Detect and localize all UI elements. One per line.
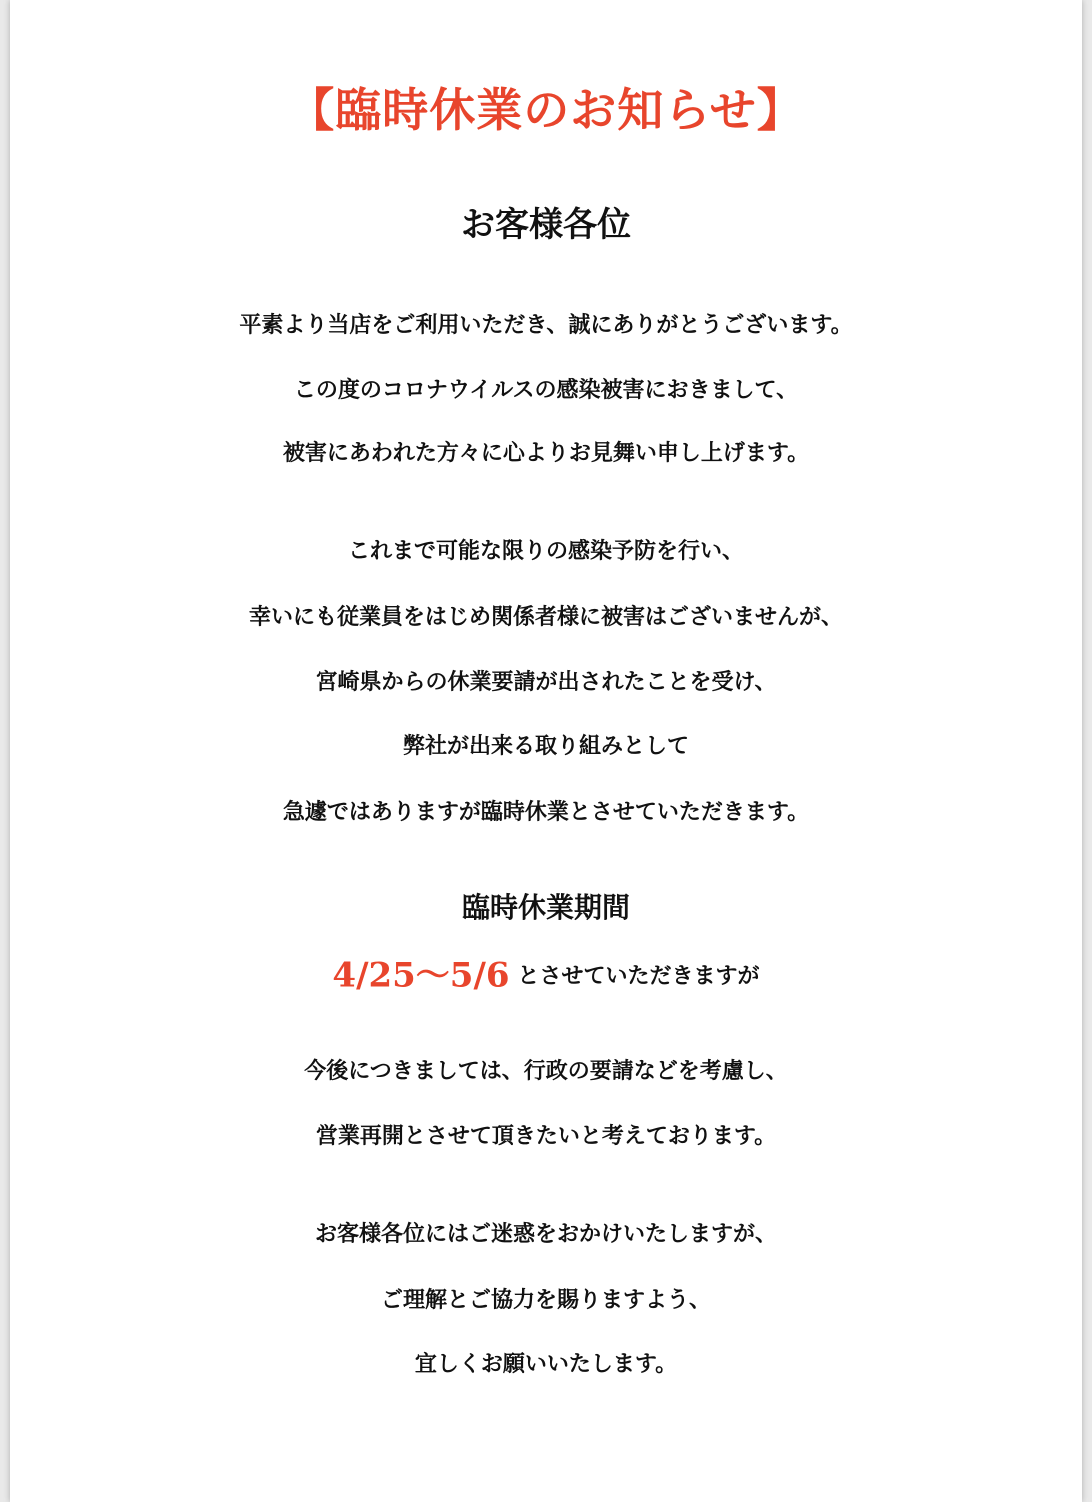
- paragraph2-line4: 弊社が出来る取り組みとして: [402, 733, 689, 759]
- period-line: [10, 950, 1082, 1001]
- notice-title: 【臨時休業のお知らせ】: [288, 83, 804, 137]
- paragraph2-line3: 宮崎県からの休業要請が出されたことを受け、: [315, 669, 777, 695]
- paragraph3-line2: 営業再開とさせて頂きたいと考えております。: [315, 1123, 777, 1149]
- paragraph1-line2: この度のコロナウイルスの感染被害におきまして、: [293, 377, 799, 403]
- period-suffix: とさせていただきますが: [517, 962, 760, 989]
- paragraph2-line1: これまで可能な限りの感染予防を行い、: [347, 538, 744, 564]
- salutation: お客様各位: [461, 205, 631, 245]
- paragraph4-line1: お客様各位にはご迷惑をおかけいたしますが、: [314, 1221, 777, 1247]
- paragraph4-line3: 宜しくお願いいたします。: [414, 1351, 678, 1377]
- paragraph2-line2: 幸いにも従業員をはじめ関係者様に被害はございませんが、: [248, 604, 843, 630]
- paragraph1-line1: 平素より当店をご利用いただき、誠にありがとうございます。: [239, 312, 853, 338]
- period-heading: 臨時休業期間: [461, 891, 630, 924]
- paragraph4-line2: ご理解とご協力を賜りますよう、: [380, 1287, 711, 1313]
- paragraph1-line3: 被害にあわれた方々に心よりお見舞い申し上げます。: [282, 440, 810, 466]
- notice-page: [10, 0, 1082, 1502]
- period-dates: 4/25～5/6: [332, 955, 510, 996]
- paragraph2-line5: 急遽ではありますが臨時休業とさせていただきます。: [282, 799, 810, 825]
- paragraph3-line1: 今後につきましては、行政の要請などを考慮し、: [304, 1058, 788, 1084]
